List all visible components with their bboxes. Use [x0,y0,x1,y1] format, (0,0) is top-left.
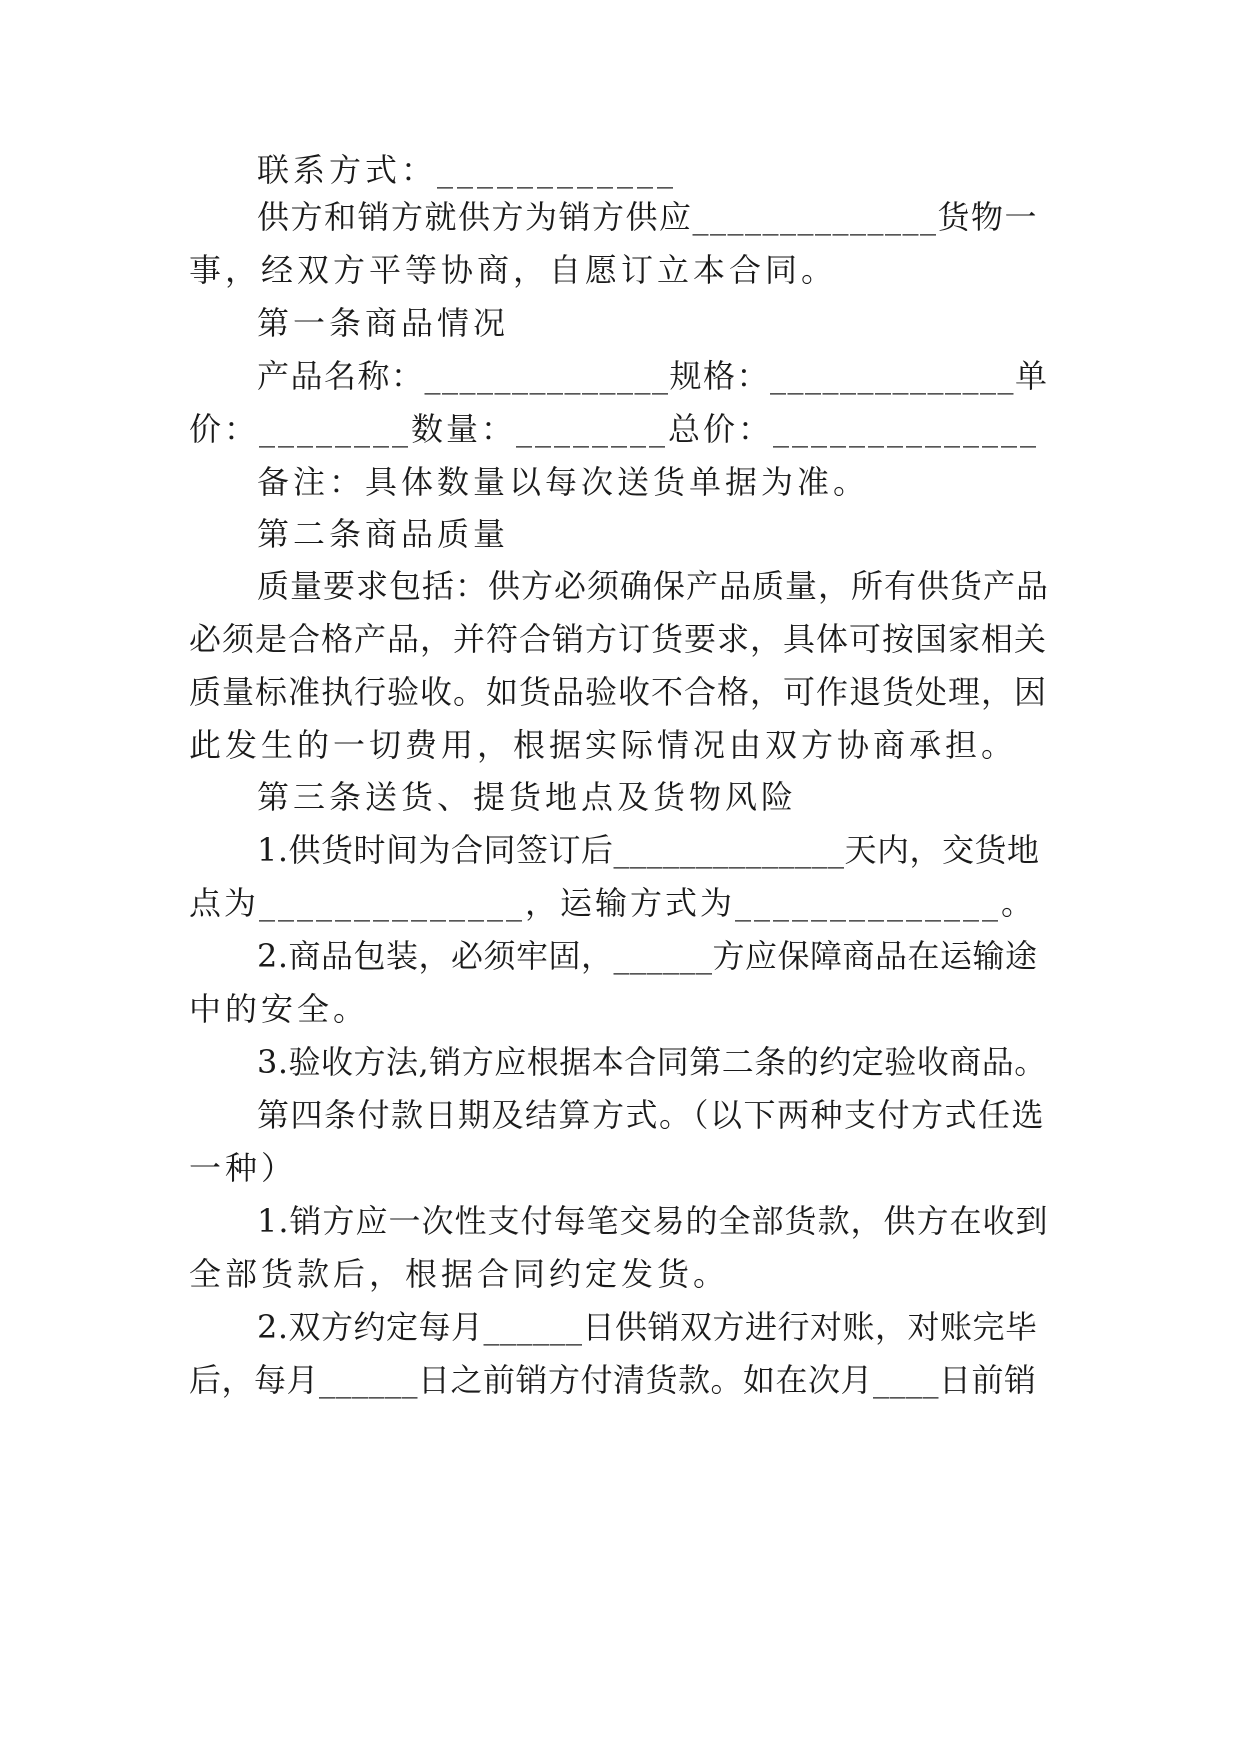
section-heading: 第三条送货、提货地点及货物风险 [257,778,798,816]
section-heading: 第四条付款日期及结算方式。（以下两种支付方式任选 [257,1096,1046,1134]
paragraph-line: 质量要求包括：供方必须确保产品质量，所有供货产品 [257,567,1050,605]
paragraph-line: 事，经双方平等协商，自愿订立本合同。 [189,251,838,289]
note-line: 备注：具体数量以每次送货单据为准。 [257,463,870,501]
paragraph-line: 1.销方应一次性支付每笔交易的全部货款，供方在收到 [257,1202,1049,1240]
paragraph-line: 中的安全。 [189,990,370,1028]
paragraph-line: 价：________数量：________总价：______________ [189,410,1040,448]
paragraph-line: 点为______________，运输方式为______________。 [189,884,1037,922]
paragraph-line: 产品名称：______________规格：______________单 [257,357,1049,395]
paragraph-line: 1.供货时间为合同签订后______________天内，交货地 [257,831,1040,869]
paragraph-line: 此发生的一切费用，根据实际情况由双方协商承担。 [189,726,1018,764]
section-heading: 第二条商品质量 [257,515,510,553]
paragraph-line: 必须是合格产品，并符合销方订货要求，具体可按国家相关 [189,620,1048,658]
paragraph-line: 质量标准执行验收。如货品验收不合格，可作退货处理，因 [189,673,1048,711]
paragraph-line: 全部货款后，根据合同约定发货。 [189,1255,730,1293]
paragraph-line: 2.商品包装，必须牢固，______方应保障商品在运输途 [257,937,1038,975]
section-heading: 第一条商品情况 [257,304,510,342]
paragraph-line: 一种） [189,1149,298,1187]
paragraph-line: 供方和销方就供方为销方供应______________货物一 [257,198,1039,236]
paragraph-line: 2.双方约定每月______日供销双方进行对账，对账完毕 [257,1308,1038,1346]
paragraph-line: 3.验收方法,销方应根据本合同第二条的约定验收商品。 [257,1043,1047,1081]
contact-line: 联系方式：____________ [257,151,678,189]
paragraph-line: 后，每月______日之前销方付清货款。如在次月____日前销 [189,1361,1037,1399]
